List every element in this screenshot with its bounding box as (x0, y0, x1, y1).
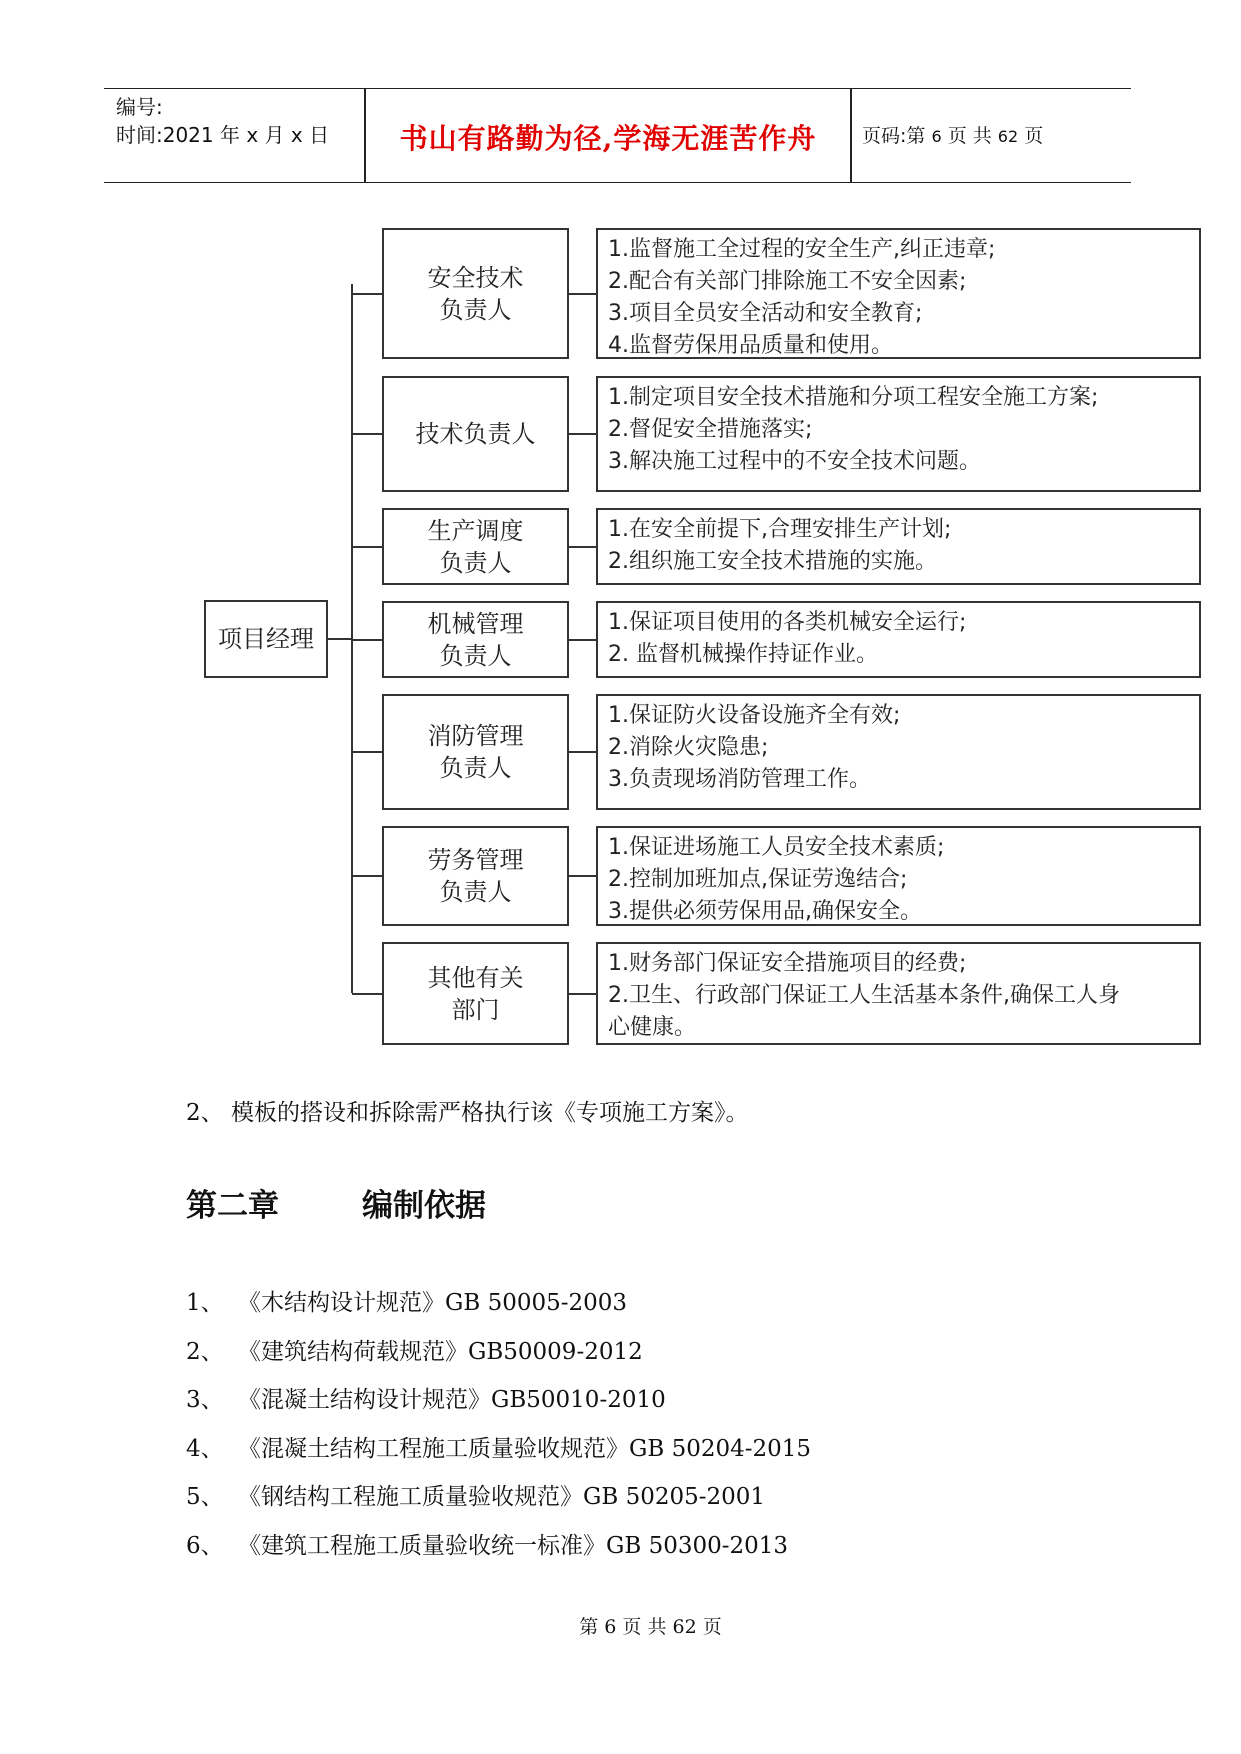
org-duty-item: 3.负责现场消防管理工作。 (608, 767, 871, 792)
page-label-suffix: 页 (1024, 125, 1044, 147)
org-duty-box (596, 228, 1201, 359)
org-duty-box (596, 376, 1201, 492)
header-meta (116, 93, 329, 149)
reference-text: 《木结构设计规范》GB 50005-2003 (238, 1290, 628, 1316)
org-role-label: 负责人 (439, 754, 512, 782)
org-role-label: 技术负责人 (415, 420, 536, 448)
page-footer: 第 6 页 共 62 页 (579, 1616, 722, 1638)
reference-number: 2、 (186, 1338, 224, 1365)
org-duty-item: 1.保证项目使用的各类机械安全运行; (608, 610, 967, 635)
org-duty-box (596, 942, 1201, 1045)
org-duty-box (596, 826, 1201, 926)
reference-number: 4、 (186, 1435, 224, 1462)
org-role-label: 负责人 (439, 641, 512, 670)
reference-item (186, 1284, 627, 1317)
org-duty-item: 2.控制加班加点,保证劳逸结合; (608, 867, 908, 892)
chapter-title: 编制依据 (362, 1188, 486, 1224)
connector-line (569, 433, 596, 435)
org-duty-item: 4.监督劳保用品质量和使用。 (608, 333, 893, 358)
connector-line (352, 546, 382, 548)
org-role-label: 机械管理 (427, 609, 524, 638)
connector-line (569, 751, 596, 753)
connector-line (569, 875, 596, 877)
document-time-label: 时间:2021 年 x 月 x 日 (116, 123, 330, 147)
connector-line (328, 638, 352, 640)
chapter-heading (186, 1180, 486, 1225)
org-role-box (382, 942, 569, 1045)
org-duty-item: 2.督促安全措施落实; (608, 417, 813, 442)
chapter-number: 第二章 (186, 1188, 279, 1224)
connector-line (569, 293, 596, 295)
org-duty-item: 1.监督施工全过程的安全生产,纠正违章; (608, 237, 996, 262)
reference-number: 6、 (186, 1532, 224, 1559)
reference-number: 5、 (186, 1484, 224, 1510)
reference-text: 《钢结构工程施工质量验收规范》GB 50205-2001 (238, 1484, 766, 1510)
connector-line (352, 751, 382, 753)
org-duty-item: 1.在安全前提下,合理安排生产计划; (608, 517, 952, 542)
org-root-box (204, 600, 328, 678)
reference-text: 《建筑结构荷载规范》GB50009-2012 (238, 1338, 643, 1365)
org-role-label: 其他有关 (427, 963, 524, 992)
connector-line (352, 875, 382, 877)
page-header (104, 88, 1131, 183)
connector-line (569, 993, 596, 995)
org-role-label: 部门 (451, 995, 500, 1024)
header-motto: 书山有路勤为径,学海无涯苦作舟 (399, 122, 817, 155)
org-duty-item: 1.保证防火设备设施齐全有效; (608, 703, 901, 728)
org-duty-item: 3.项目全员安全活动和安全教育; (608, 301, 923, 326)
org-root-label: 项目经理 (218, 625, 314, 653)
org-duty-box (596, 601, 1201, 678)
org-duty-item: 2. 监督机械操作持证作业。 (608, 642, 878, 667)
org-role-label: 负责人 (439, 878, 512, 906)
org-role-label: 负责人 (439, 295, 512, 324)
connector-line (569, 546, 596, 548)
org-role-box (382, 601, 569, 678)
org-duty-box (596, 694, 1201, 810)
org-duty-item: 1.保证进场施工人员安全技术素质; (608, 835, 945, 860)
reference-item (186, 1527, 788, 1560)
org-duty-item: 1.制定项目安全技术措施和分项工程安全施工方案; (608, 385, 1099, 410)
reference-item (186, 1333, 643, 1366)
org-role-label: 劳务管理 (427, 846, 524, 874)
header-page-number (862, 121, 1043, 148)
org-duty-item: 2.消除火灾隐患; (608, 735, 769, 760)
reference-item (186, 1381, 666, 1414)
connector-line (352, 993, 382, 995)
connector-line (352, 433, 382, 435)
reference-number: 3、 (186, 1387, 224, 1413)
connector-line (352, 639, 382, 641)
reference-item (186, 1478, 765, 1511)
org-role-box (382, 694, 569, 810)
reference-number: 1、 (186, 1290, 224, 1316)
org-role-box (382, 228, 569, 359)
org-duty-item: 1.财务部门保证安全措施项目的经费; (608, 951, 967, 976)
org-duty-item: 3.解决施工过程中的不安全技术问题。 (608, 449, 981, 474)
org-duty-item: 2.组织施工安全技术措施的实施。 (608, 549, 937, 574)
org-role-box (382, 376, 569, 492)
org-duty-item: 3.提供必须劳保用品,确保安全。 (608, 899, 922, 924)
org-duty-item: 2.卫生、行政部门保证工人生活基本条件,确保工人身 (608, 983, 1120, 1008)
page-total: 62 (997, 127, 1019, 146)
reference-text: 《混凝土结构工程施工质量验收规范》GB 50204-2015 (238, 1435, 812, 1462)
reference-item (186, 1430, 811, 1463)
org-role-label: 安全技术 (427, 263, 524, 292)
org-duty-item: 心健康。 (608, 1015, 697, 1040)
org-role-box (382, 508, 569, 585)
header-divider (850, 89, 852, 182)
connector-line (569, 639, 596, 641)
page-current: 6 (931, 127, 942, 146)
reference-text: 《建筑工程施工质量验收统一标准》GB 50300-2013 (238, 1532, 789, 1559)
body-paragraph: 2、 模板的搭设和拆除需严格执行该《专项施工方案》。 (186, 1100, 749, 1126)
org-duty-box (596, 508, 1201, 585)
document-number-label: 编号: (116, 95, 163, 119)
org-role-label: 负责人 (439, 548, 512, 577)
org-role-label: 消防管理 (427, 722, 524, 750)
page-label-mid: 页 共 (947, 125, 992, 147)
org-duty-item: 2.配合有关部门排除施工不安全因素; (608, 269, 967, 294)
page-label-prefix: 页码:第 (862, 125, 926, 147)
org-role-label: 生产调度 (427, 516, 524, 545)
connector-line (352, 293, 382, 295)
org-role-box (382, 826, 569, 926)
reference-text: 《混凝土结构设计规范》GB50010-2010 (238, 1387, 666, 1413)
